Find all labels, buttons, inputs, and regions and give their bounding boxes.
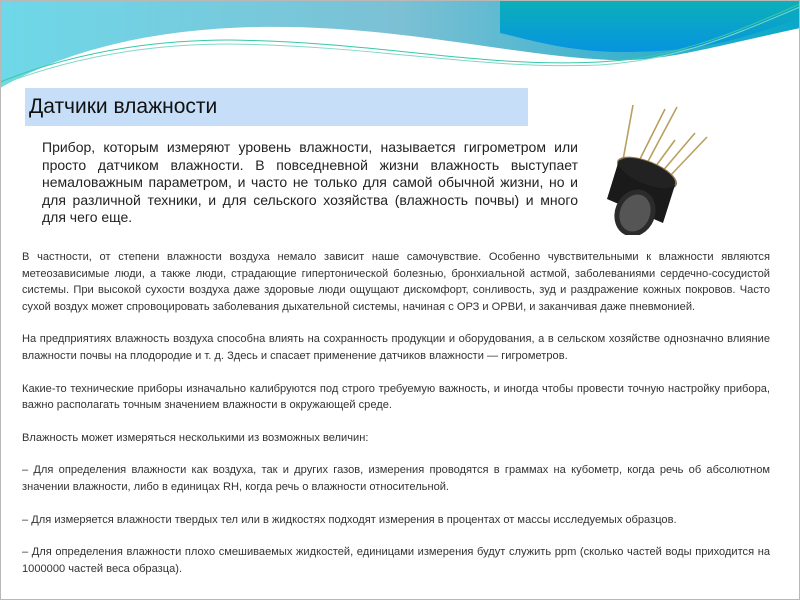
body-paragraph: В частности, от степени влажности воздуха немало зависит наше самочувствие. Особенно чувствительными к влажности являются метеозависимые люди, а также люди, страдающие гипертонической болезнью, бронхиальной астмой, заболеваниями сердечно-сосудистой системы. При высокой сухости воздуха даже здоровые люди ощущают дискомфорт, сонливость, зуд и раздражение кожных покровов. Часто сухой воздух может спровоцировать заболевания дыхательной системы, начиная с ОРЗ и ОРВИ, и заканчивая даже пневмонией. (22, 251, 770, 313)
body-paragraph: Влажность может измеряться несколькими из возможных величин: (22, 431, 369, 444)
body-paragraph: Какие-то технические приборы изначально калибруются под строго требуемую важность, и иногда чтобы провести точную настройку прибора, важно располагать точным значением влажности в окружающей среде. (22, 382, 770, 412)
body-paragraph: На предприятиях влажность воздуха способна влиять на сохранность продукции и оборудования, а в сельском хозяйстве однозначно влияние влажности почвы на плодородие и т. д. Здесь и спасает применение датчиков влажности — гигрометров. (22, 333, 770, 362)
slide-title: Датчики влажности (29, 95, 218, 118)
body-paragraph: – Для определения влажности как воздуха, так и других газов, измерения проводятся в граммах на кубометр, когда речь об абсолютном значении влажности, либо в единицах RH, когда речь о влажности относительной. (22, 464, 770, 493)
body-paragraph: – Для определения влажности плохо смешиваемых жидкостей, единицами измерения будут служить ppm (сколько частей воды приходится на 1000000 частей веса образца). (22, 546, 770, 575)
body-paragraph: – Для измеряется влажности твердых тел или в жидкостях подходят измерения в процентах от массы исследуемых образцов. (22, 513, 677, 526)
intro-paragraph: Прибор, которым измеряют уровень влажности, называется гигрометром или просто датчиком влажности. В повседневной жизни влажность выступает немаловажным параметром, и часто не только для самой обычной жизни, но и для различной техники, и для сельского хозяйства (влажность почвы) и много для чего еще. (42, 139, 578, 226)
